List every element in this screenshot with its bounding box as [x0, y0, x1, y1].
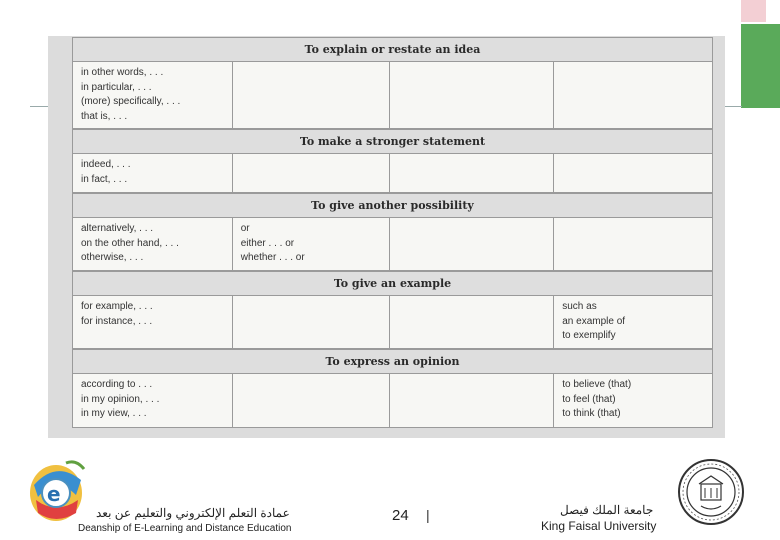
table-row: [72, 374, 713, 428]
table-cell: [554, 374, 713, 428]
table-cell: [233, 374, 390, 428]
phrase: in other words, . . .: [81, 67, 164, 78]
phrase: either . . . or: [240, 237, 295, 249]
phrase: alternatively, . . .: [81, 223, 154, 234]
divider-line-right: [722, 106, 742, 107]
phrase: in particular, . . .: [81, 81, 152, 93]
phrase: for example, . . .: [81, 301, 153, 312]
phrase: whether . . . or: [240, 252, 305, 263]
phrase: to believe (that): [562, 379, 632, 390]
table-row: [72, 218, 713, 271]
phrase: to exemplify: [562, 330, 616, 341]
table-cell: [73, 62, 233, 129]
footer-separator: |: [426, 507, 430, 523]
table-cell: [390, 154, 555, 193]
table-cell: [554, 62, 713, 129]
phrase: in my opinion, . . .: [81, 393, 160, 405]
table-row: [72, 296, 713, 349]
section-header: To make a stronger statement: [72, 129, 713, 154]
phrase: such as: [562, 301, 597, 312]
phrase: to think (that): [562, 408, 621, 419]
phrase: on the other hand, . . .: [81, 237, 179, 249]
section-header: To explain or restate an idea: [72, 37, 713, 62]
table-cell: [554, 296, 713, 349]
phrase: that is, . . .: [81, 110, 128, 122]
table-cell: [390, 62, 555, 129]
table-cell: [233, 62, 390, 129]
phrase: for instance, . . .: [81, 315, 153, 327]
table-cell: [73, 218, 233, 271]
table-cell: [554, 154, 713, 193]
table-row: [72, 62, 713, 129]
linking-words-table: [72, 37, 713, 428]
elearning-globe-logo: [26, 455, 86, 530]
deanship-name-ar: عمادة التعلم الإلكتروني والتعليم عن بعد: [96, 506, 290, 520]
kfu-seal-logo: [677, 458, 745, 531]
phrase: (more) specifically, . . .: [81, 96, 181, 107]
table-cell: [233, 218, 390, 271]
table-cell: [73, 154, 233, 193]
divider-line-left: [30, 106, 48, 107]
page-number: 24: [392, 507, 409, 524]
section-header: To give an example: [72, 271, 713, 296]
phrase: in my view, . . .: [81, 408, 147, 419]
phrase: in fact, . . .: [81, 173, 128, 185]
table-cell: [233, 154, 390, 193]
university-name-en: King Faisal University: [541, 519, 657, 533]
university-name-ar: جامعة الملك فيصل: [560, 503, 654, 517]
phrase: to feel (that): [562, 393, 616, 405]
phrase: otherwise, . . .: [81, 252, 144, 263]
phrase: an example of: [562, 315, 626, 327]
table-cell: [554, 218, 713, 271]
phrase: or: [240, 223, 250, 234]
table-cell: [73, 296, 233, 349]
section-header: To express an opinion: [72, 349, 713, 374]
deanship-name-en: Deanship of E-Learning and Distance Education: [78, 523, 292, 534]
table-cell: [390, 374, 555, 428]
table-cell: [73, 374, 233, 428]
corner-accent-green: [741, 24, 780, 108]
table-cell: [390, 218, 555, 271]
phrase: according to . . .: [81, 379, 153, 390]
table-cell: [390, 296, 555, 349]
section-header: To give another possibility: [72, 193, 713, 218]
phrase: indeed, . . .: [81, 159, 131, 170]
table-cell: [233, 296, 390, 349]
table-row: [72, 154, 713, 193]
svg-text:e: e: [47, 482, 61, 506]
corner-accent-pink: [741, 0, 766, 22]
